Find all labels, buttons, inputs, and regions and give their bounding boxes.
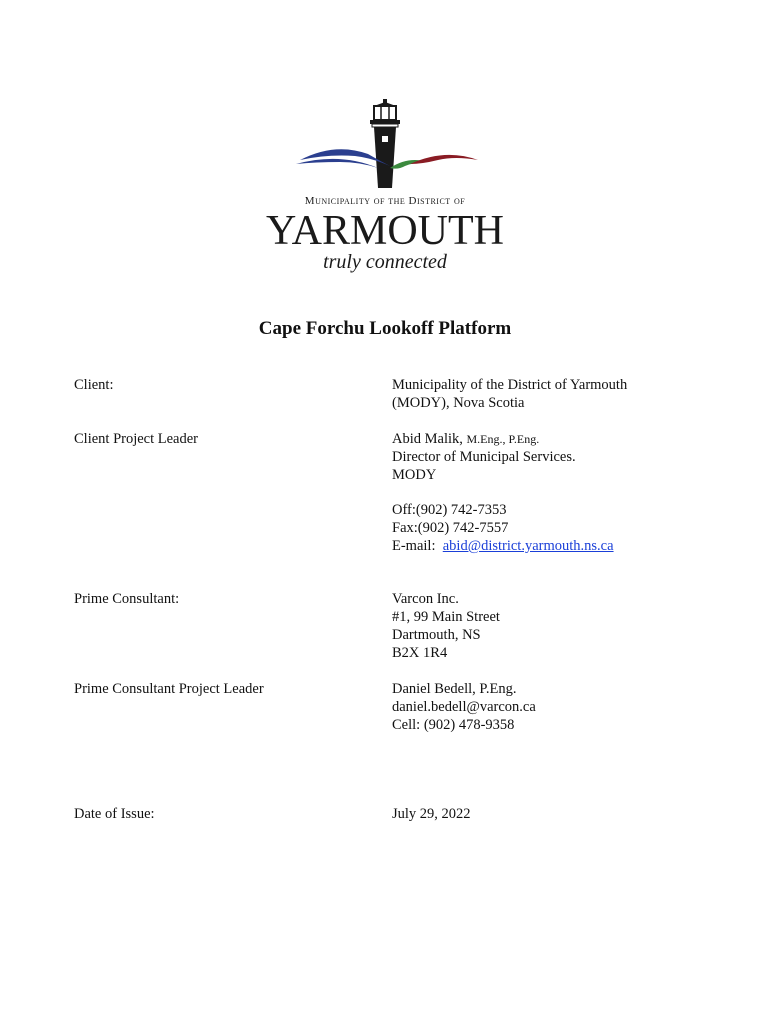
prime-consultant-value: [392, 590, 732, 662]
client-leader-role: Director of Municipal Services.: [392, 449, 576, 465]
lighthouse-icon: [370, 99, 400, 188]
prime-leader-cell: Cell: (902) 478-9358: [392, 717, 515, 733]
prime-leader-label: Prime Consultant Project Leader: [74, 681, 264, 697]
client-leader-value: [392, 430, 732, 484]
client-leader-name-line: [392, 430, 732, 448]
page-title: Cape Forchu Lookoff Platform: [258, 318, 512, 339]
logo-tagline-text: truly connected: [323, 251, 447, 273]
client-leader-office-phone: Off:(902) 742-7353: [392, 502, 507, 518]
client-leader-credentials: M.Eng., P.Eng.: [466, 432, 540, 446]
prime-leader-email: daniel.bedell@varcon.ca: [392, 699, 536, 715]
client-leader-contact: [392, 501, 732, 555]
logo-yarmouth-text: YARMOUTH: [265, 208, 505, 254]
date-of-issue-value: July 29, 2022: [392, 806, 471, 822]
prime-consultant-street: #1, 99 Main Street: [392, 609, 500, 625]
client-leader-name: Abid Malik,: [392, 431, 463, 447]
municipality-logo: [250, 96, 520, 276]
client-label: Client:: [74, 377, 114, 393]
prime-consultant-name: Varcon Inc.: [392, 591, 459, 607]
email-label: E-mail:: [392, 538, 436, 554]
prime-consultant-label: Prime Consultant:: [74, 591, 180, 607]
client-line-1: Municipality of the District of Yarmouth: [392, 377, 628, 393]
client-line-2: (MODY), Nova Scotia: [392, 395, 525, 411]
client-leader-label: Client Project Leader: [74, 431, 199, 447]
prime-leader-name: Daniel Bedell, P.Eng.: [392, 681, 517, 697]
client-leader-email-link[interactable]: abid@district.yarmouth.ns.ca: [442, 538, 614, 554]
prime-consultant-city: Dartmouth, NS: [392, 627, 481, 643]
prime-consultant-postal: B2X 1R4: [392, 645, 448, 661]
client-leader-fax: Fax:(902) 742-7557: [392, 520, 509, 536]
red-wave-graphic: [410, 155, 478, 164]
client-leader-org: MODY: [392, 467, 437, 483]
date-of-issue-label: Date of Issue:: [74, 806, 155, 822]
prime-leader-value: [392, 680, 732, 734]
logo-municipality-text: Municipality of the District of: [304, 195, 466, 207]
client-leader-email-line: [392, 537, 732, 555]
client-value: [392, 376, 732, 412]
